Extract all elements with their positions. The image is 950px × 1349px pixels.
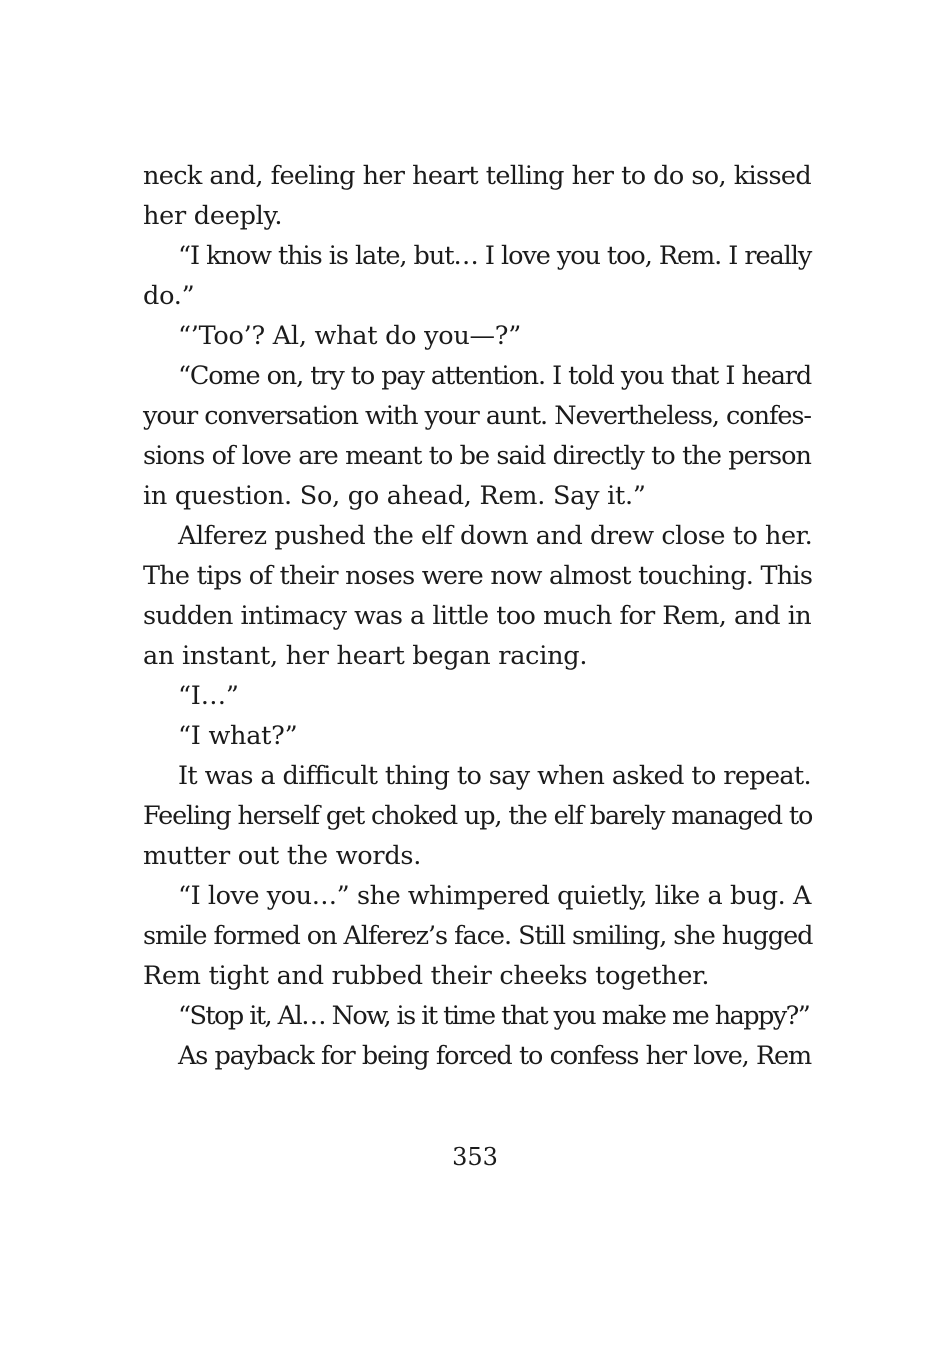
text-line: neck and, feeling her heart telling her to do so, kissed xyxy=(143,161,811,191)
text-line: smile formed on Alferez’s face. Still smiling, she hugged xyxy=(143,921,813,951)
text-line: your conversation with your aunt. Nevertheless, confes- xyxy=(143,401,811,431)
text-line: It was a difficult thing to say when asked to repeat. xyxy=(178,761,811,791)
text-line: “’Too’? Al, what do you—?” xyxy=(178,321,522,351)
text-line: Rem tight and rubbed their cheeks together. xyxy=(143,961,710,991)
text-line: “I…” xyxy=(178,681,239,711)
text-line: “I know this is late, but… I love you too, Rem. I really xyxy=(178,241,812,271)
text-line: sions of love are meant to be said directly to the person xyxy=(143,441,811,471)
text-line: Feeling herself get choked up, the elf barely managed to xyxy=(143,801,813,831)
text-line: sudden intimacy was a little too much for Rem, and in xyxy=(143,601,811,631)
text-line: do.” xyxy=(143,281,195,311)
text-line: mutter out the words. xyxy=(143,841,422,871)
text-line: Alferez pushed the elf down and drew close to her. xyxy=(178,521,813,551)
body-text xyxy=(143,156,811,1076)
text-line: “Stop it, Al… Now, is it time that you make me happy?” xyxy=(178,1001,810,1031)
text-line: an instant, her heart began racing. xyxy=(143,641,588,671)
text-line: As payback for being forced to confess her love, Rem xyxy=(178,1041,811,1071)
text-line: “I love you…” she whimpered quietly, like a bug. A xyxy=(178,881,811,911)
page-number: 353 xyxy=(452,1143,498,1171)
text-line: “I what?” xyxy=(178,721,298,751)
text-line: The tips of their noses were now almost touching. This xyxy=(143,561,813,591)
text-line: “Come on, try to pay attention. I told you that I heard xyxy=(178,361,811,391)
text-line: her deeply. xyxy=(143,201,283,231)
text-line: in question. So, go ahead, Rem. Say it.” xyxy=(143,481,646,511)
